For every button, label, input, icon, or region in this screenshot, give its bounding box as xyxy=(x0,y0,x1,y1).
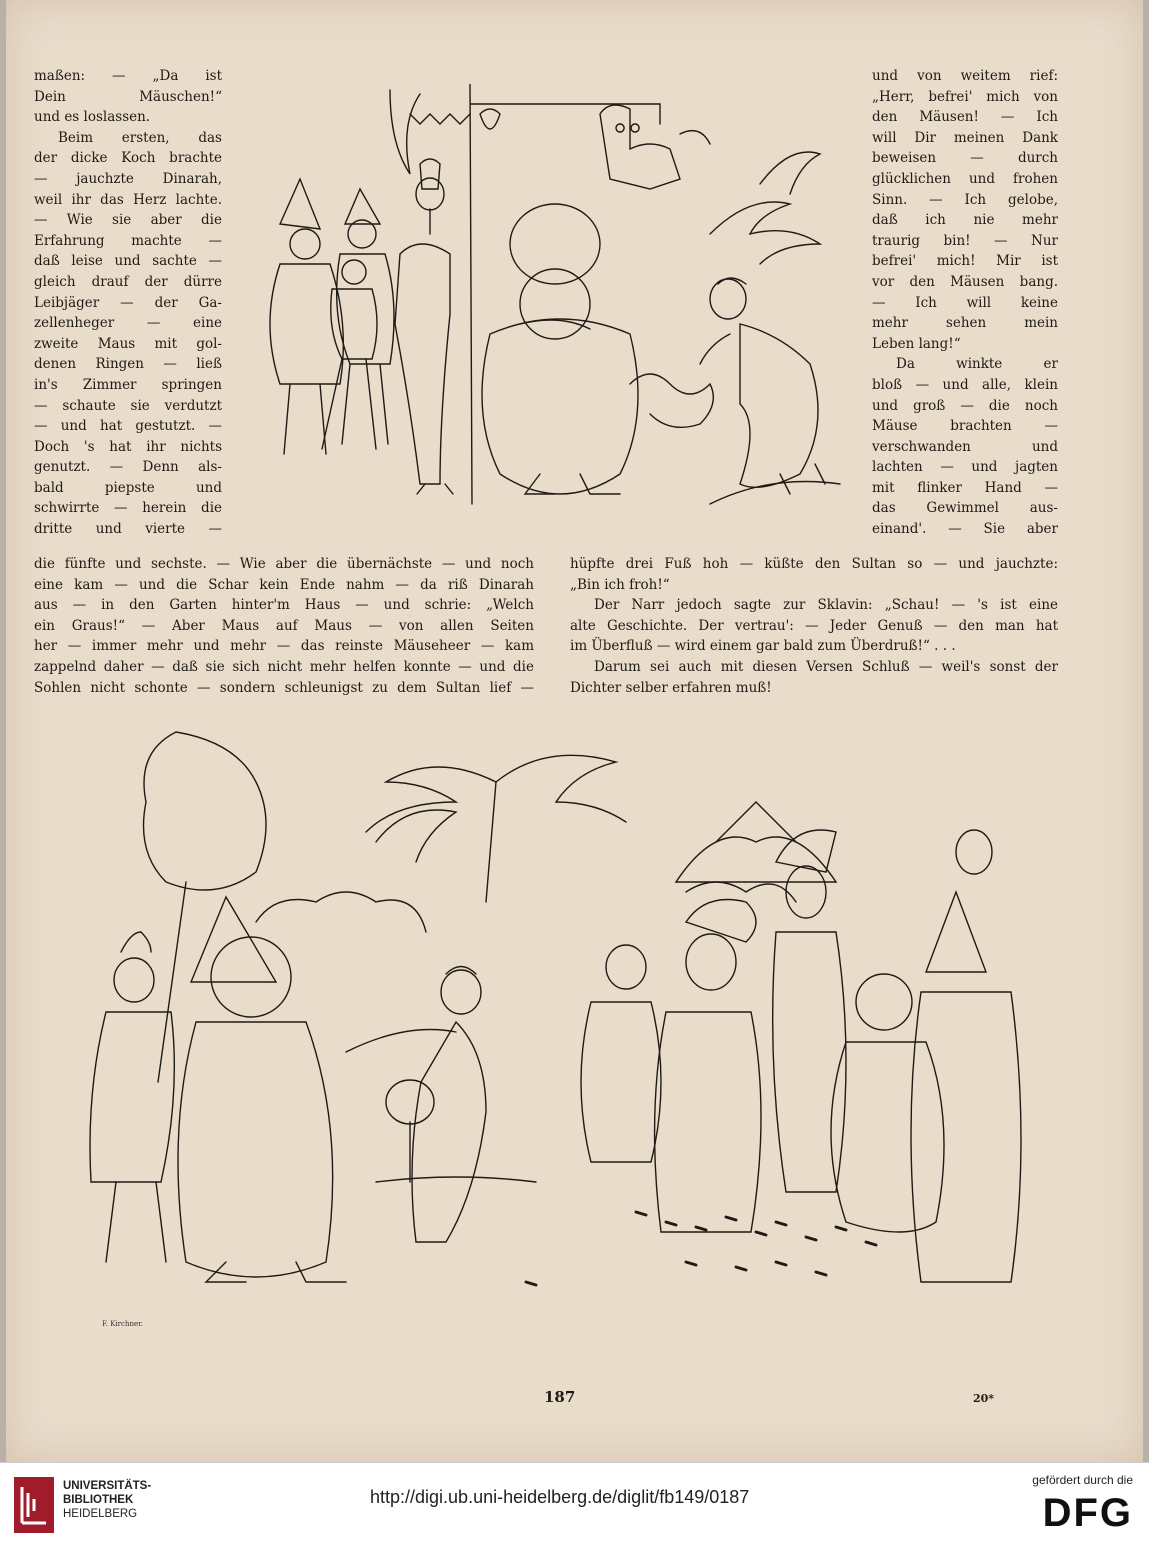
text-line: ein Graus!“ — Aber Maus auf Maus — von allen Seiten xyxy=(34,617,534,634)
text-line: — und hat gestutzt. — xyxy=(34,418,222,435)
text-line: Beim ersten, das xyxy=(58,129,222,146)
text-line: der dicke Koch brachte xyxy=(34,150,222,167)
text-line: daß ich nie mehr xyxy=(872,212,1058,229)
text-line: im Überfluß — wird einem gar bald zum Überdruß!“ . . . xyxy=(570,638,956,655)
university-logo-icon xyxy=(14,1477,54,1533)
text-line: mit flinker Hand — xyxy=(872,479,1058,496)
text-line: denen Ringen — ließ xyxy=(34,356,222,373)
text-line: alte Geschichte. Der vertrau': — Jeder Genuß — den man hat xyxy=(570,617,1058,634)
text-line: — Ich will keine xyxy=(872,294,1058,311)
text-line: das Gewimmel aus- xyxy=(872,500,1058,517)
text-line: lachten — und jagten xyxy=(872,459,1058,476)
text-line: will Dir meinen Dank xyxy=(872,129,1058,146)
text-line: traurig bin! — Nur xyxy=(872,232,1058,249)
text-line: zweite Maus mit gol- xyxy=(34,335,222,352)
signature-mark: 20* xyxy=(973,1392,995,1405)
text-line: Sohlen nicht schonte — sondern schleunigst zu dem Sultan lief — xyxy=(34,679,534,696)
left-column xyxy=(34,66,222,540)
text-line: die fünfte und sechste. — Wie aber die übernächste — und noch xyxy=(34,556,534,572)
right-column xyxy=(872,66,1058,540)
footer-bar xyxy=(0,1462,1149,1547)
text-line: her — immer mehr und mehr — das reinste Mäuseheer — kam xyxy=(34,638,534,655)
funded-by-label: gefördert durch die xyxy=(1032,1473,1133,1487)
text-line: mehr sehen mein xyxy=(872,315,1058,332)
text-line: Doch 's hat ihr nichts xyxy=(34,438,222,455)
text-line: Der Narr jedoch sagte zur Sklavin: „Schau! — 's ist eine xyxy=(594,597,1058,614)
text-line: weil ihr das Herz lachte. xyxy=(34,191,222,208)
text-line: den Mäusen! — Ich xyxy=(872,109,1058,126)
institution-line: HEIDELBERG xyxy=(63,1508,138,1520)
text-line: zappelnd daher — daß sie sich nicht mehr helfen konnte — und die xyxy=(34,658,534,675)
text-line: aus — in den Garten hinter'm Haus — und schrie: „Welch xyxy=(34,597,534,614)
text-line: Dein Mäuschen!“ xyxy=(34,88,222,105)
text-line: Dichter selber erfahren muß! xyxy=(570,679,772,696)
dfg-logo: DFG xyxy=(1042,1491,1133,1535)
text-line: bloß — und alle, klein xyxy=(872,376,1058,393)
illustration-room-scene xyxy=(240,84,870,550)
text-line: beweisen — durch xyxy=(872,150,1058,167)
page-number: 187 xyxy=(544,1388,576,1406)
text-line: schwirrte — herein die xyxy=(34,500,222,517)
text-line: Leben lang!“ xyxy=(872,335,961,352)
artist-signature: F. Kirchner. xyxy=(102,1320,143,1328)
text-line: und groß — die noch xyxy=(872,397,1058,414)
institution-line: BIBLIOTHEK xyxy=(63,1494,134,1506)
text-line: hüpfte drei Fuß hoh — küßte den Sultan so — und jauchzte: xyxy=(570,556,1058,572)
bottom-right-text xyxy=(570,554,1058,698)
illustration-garden-scene xyxy=(76,722,1066,1342)
institution-line: UNIVERSITÄTS- xyxy=(63,1480,152,1492)
bottom-left-text xyxy=(34,554,534,698)
text-line: einand'. — Sie aber xyxy=(872,521,1058,538)
text-line: genutzt. — Denn als- xyxy=(34,459,222,476)
text-line: gleich drauf der dürre xyxy=(34,273,222,290)
institution-name xyxy=(63,1479,151,1521)
text-line: „Herr, befrei' mich von xyxy=(872,88,1058,105)
text-line: glücklichen und frohen xyxy=(872,170,1058,187)
permalink-url[interactable]: http://digi.ub.uni-heidelberg.de/diglit/fb149/0187 xyxy=(370,1487,750,1507)
text-line: in's Zimmer springen xyxy=(34,376,222,393)
text-line: — Wie sie aber die xyxy=(34,212,222,229)
text-line: — schaute sie verdutzt xyxy=(34,397,222,414)
text-line: und es loslassen. xyxy=(34,109,151,126)
text-line: Mäuse brachten — xyxy=(872,418,1058,435)
text-line: dritte und vierte — xyxy=(34,521,222,538)
text-line: Leibjäger — der Ga- xyxy=(34,294,222,311)
text-line: eine kam — und die Schar kein Ende nahm — da riß Dinarah xyxy=(34,576,534,593)
text-line: und von weitem rief: xyxy=(872,68,1058,84)
text-line: Erfahrung machte — xyxy=(34,232,222,249)
scanned-page xyxy=(6,0,1143,1462)
text-line: Darum sei auch mit diesen Versen Schluß — weil's sonst der xyxy=(594,658,1058,675)
text-line: verschwanden und xyxy=(872,438,1058,455)
text-line: „Bin ich froh!“ xyxy=(570,576,670,593)
text-line: — jauchzte Dinarah, xyxy=(34,170,222,187)
text-line: befrei' mich! Mir ist xyxy=(872,253,1058,270)
text-line: vor den Mäusen bang. xyxy=(872,273,1058,290)
text-line: Sinn. — Ich gelobe, xyxy=(872,191,1058,208)
text-line: bald piepste und xyxy=(34,479,222,496)
text-line: zellenheger — eine xyxy=(34,315,222,332)
text-line: maßen: — „Da ist xyxy=(34,68,222,84)
text-line: Da winkte er xyxy=(896,356,1058,373)
text-line: daß leise und sachte — xyxy=(34,253,222,270)
